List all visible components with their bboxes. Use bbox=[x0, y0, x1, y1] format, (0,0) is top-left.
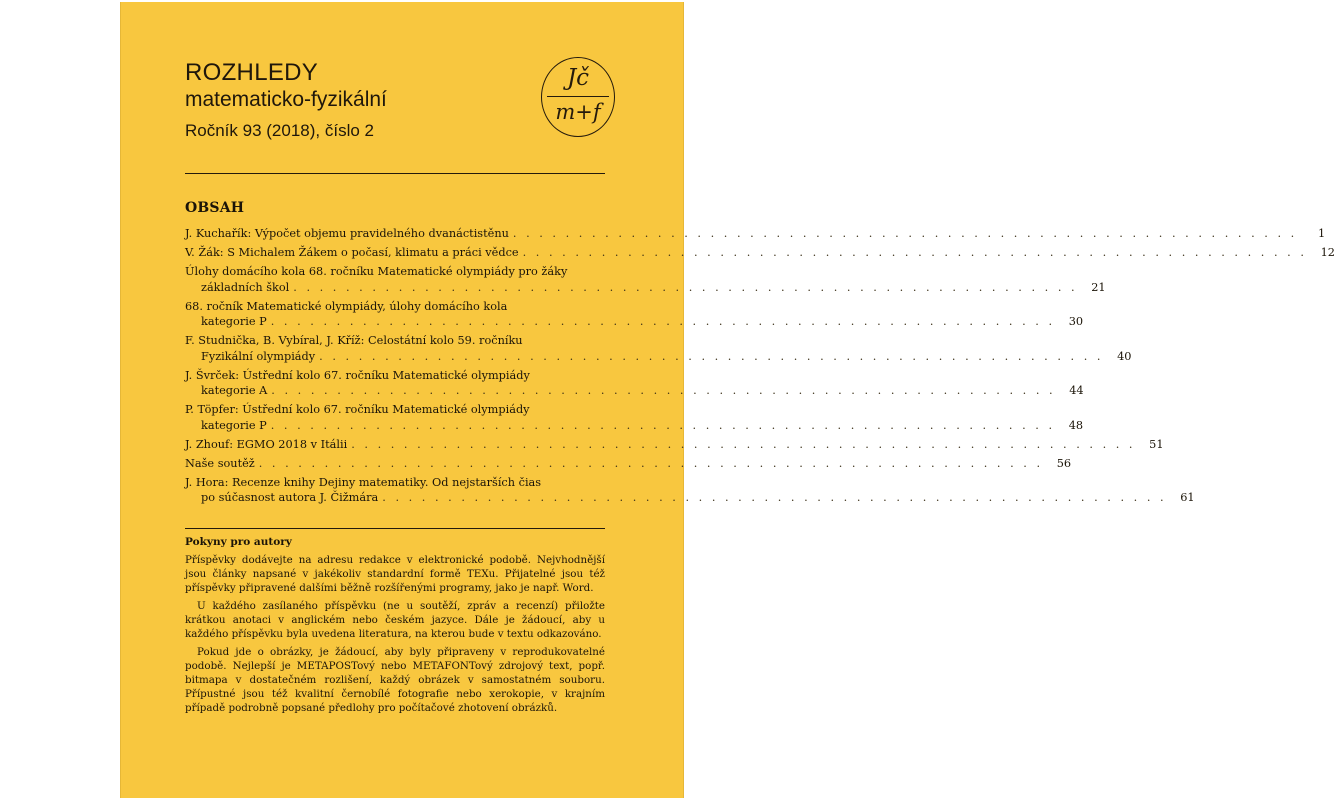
toc-entry-text: po súčasnost autora J. Čižmára bbox=[201, 491, 379, 504]
toc-leader-dots: . . . . . . . . . . . . . . . . . . . . . . . . . . . . . . . . . . . . . . . . . . . . . . . . . . . . . . . . . . . . bbox=[522, 246, 1307, 259]
journal-title: ROZHLEDY bbox=[185, 59, 319, 86]
instructions-divider bbox=[185, 528, 605, 529]
toc-entry-text: Naše soutěž bbox=[185, 456, 255, 470]
toc-entry bbox=[185, 245, 1335, 261]
toc-page-number: 21 bbox=[1091, 280, 1106, 294]
toc-entry-text: J. Kuchařík: Výpočet objemu pravidelného dvanáctistěnu bbox=[185, 227, 509, 240]
toc-entry-text: F. Studnička, B. Vybíral, J. Kříž: Celostátní kolo 59. ročníku bbox=[185, 334, 523, 347]
toc-entry-text: Fyzikální olympiády bbox=[201, 349, 316, 363]
toc-entry-text: J. Švrček: Ústřední kolo 67. ročníku Matematické olympiády bbox=[185, 368, 530, 382]
table-of-contents bbox=[185, 226, 1335, 509]
toc-page-number: 51 bbox=[1149, 437, 1164, 451]
instructions-heading: Pokyny pro autory bbox=[185, 536, 292, 548]
toc-entry bbox=[185, 264, 1106, 295]
instructions-paragraph-2: U každého zasílaného příspěvku (ne u soutěží, zpráv a recenzí) přiložte krátkou anotaci v anglickém nebo českém jazyce. Dále je žádoucí, aby u každého příspěvku byla uvedena literatura, na kterou bude v textu odkazováno. bbox=[185, 600, 605, 640]
instructions-paragraph-1: Příspěvky dodávejte na adresu redakce v elektronické podobě. Nejvhodnější jsou články napsané v jakékoliv standardní formě TEXu. Přijatelné jsou též příspěvky připravené dalšími běžně rozšířenými programy, jako je např. Word. bbox=[185, 554, 605, 594]
toc-leader-dots: . . . . . . . . . . . . . . . . . . . . . . . . . . . . . . . . . . . . . . . . . . . . . . . . . . . . . . . . . . . . bbox=[271, 384, 1056, 397]
toc-leader-dots: . . . . . . . . . . . . . . . . . . . . . . . . . . . . . . . . . . . . . . . . . . . . . . . . . . . . . . . . . . . . bbox=[258, 456, 1044, 470]
toc-entry bbox=[185, 456, 1072, 472]
toc-leader-dots: . . . . . . . . . . . . . . . . . . . . . . . . . . . . . . . . . . . . . . . . . . . . . . . . . . . . . . . . . . . . bbox=[382, 491, 1167, 504]
journal-subtitle: matematicko-fyzikální bbox=[185, 88, 387, 111]
journal-cover bbox=[120, 2, 1335, 798]
toc-entry bbox=[185, 402, 1084, 433]
toc-entry-text: J. Zhouf: EGMO 2018 v Itálii bbox=[185, 437, 348, 451]
toc-entry-text: P. Töpfer: Ústřední kolo 67. ročníku Matematické olympiády bbox=[185, 403, 530, 416]
toc-entry bbox=[185, 437, 1164, 453]
toc-entry-text: kategorie P bbox=[201, 418, 267, 432]
toc-entry-text: kategorie A bbox=[201, 384, 268, 397]
toc-entry-text: kategorie P bbox=[201, 315, 267, 328]
toc-heading: OBSAH bbox=[185, 200, 245, 216]
top-divider bbox=[185, 173, 605, 174]
toc-page-number: 61 bbox=[1180, 491, 1195, 504]
toc-entry-text: J. Hora: Recenze knihy Dejiny matematiky. Od nejstarších čias bbox=[185, 475, 542, 489]
toc-entry bbox=[185, 475, 1195, 506]
logo-bottom-text: m+f bbox=[555, 100, 601, 124]
toc-entry-text: základních škol bbox=[201, 280, 290, 294]
toc-leader-dots: . . . . . . . . . . . . . . . . . . . . . . . . . . . . . . . . . . . . . . . . . . . . . . . . . . . . . . . . . . . . bbox=[351, 437, 1136, 451]
issue-info: Ročník 93 (2018), číslo 2 bbox=[185, 121, 374, 140]
toc-page-number: 12 bbox=[1320, 246, 1335, 259]
toc-page-number: 40 bbox=[1117, 349, 1132, 363]
instructions-paragraph-3: Pokud jde o obrázky, je žádoucí, aby byly připraveny v reprodukovatelné podobě. Nejlepší je METAPOSTový nebo METAFONTový zdrojový text, popř. bitmapa v dostatečném rozlišení, každý obrázek v samostatném souboru. Přípustné jsou též kvalitní černobílé fotografie nebo xerokopie, v krajním případě podrobně popsané předlohy pro počítačové zhotovení obrázků. bbox=[185, 646, 605, 714]
instructions-body bbox=[185, 553, 605, 719]
toc-entry-text: V. Žák: S Michalem Žákem o počasí, klimatu a práci vědce bbox=[185, 246, 519, 259]
toc-entry-text: 68. ročník Matematické olympiády, úlohy domácího kola bbox=[185, 299, 508, 313]
toc-page-number: 30 bbox=[1068, 315, 1084, 328]
journal-logo bbox=[541, 57, 615, 137]
logo-divider bbox=[547, 96, 609, 97]
toc-leader-dots: . . . . . . . . . . . . . . . . . . . . . . . . . . . . . . . . . . . . . . . . . . . . . . . . . . . . . . . . . . . . bbox=[319, 349, 1104, 363]
toc-leader-dots: . . . . . . . . . . . . . . . . . . . . . . . . . . . . . . . . . . . . . . . . . . . . . . . . . . . . . . . . . . . . bbox=[512, 227, 1298, 240]
masthead bbox=[185, 58, 387, 144]
toc-leader-dots: . . . . . . . . . . . . . . . . . . . . . . . . . . . . . . . . . . . . . . . . . . . . . . . . . . . . . . . . . . . . bbox=[270, 418, 1056, 432]
toc-entry bbox=[185, 368, 1084, 399]
toc-page-number: 48 bbox=[1068, 418, 1084, 432]
toc-page-number: 56 bbox=[1056, 456, 1072, 470]
toc-entry bbox=[185, 226, 1326, 242]
toc-entry bbox=[185, 333, 1132, 364]
toc-leader-dots: . . . . . . . . . . . . . . . . . . . . . . . . . . . . . . . . . . . . . . . . . . . . . . . . . . . . . . . . . . . . bbox=[270, 315, 1056, 328]
logo-top-text: Jč bbox=[566, 65, 590, 91]
toc-entry-text: Úlohy domácího kola 68. ročníku Matematické olympiády pro žáky bbox=[185, 265, 568, 278]
toc-leader-dots: . . . . . . . . . . . . . . . . . . . . . . . . . . . . . . . . . . . . . . . . . . . . . . . . . . . . . . . . . . . . bbox=[293, 280, 1078, 294]
toc-page-number: 44 bbox=[1069, 384, 1084, 397]
toc-entry bbox=[185, 299, 1084, 330]
toc-page-number: 1 bbox=[1318, 227, 1326, 240]
